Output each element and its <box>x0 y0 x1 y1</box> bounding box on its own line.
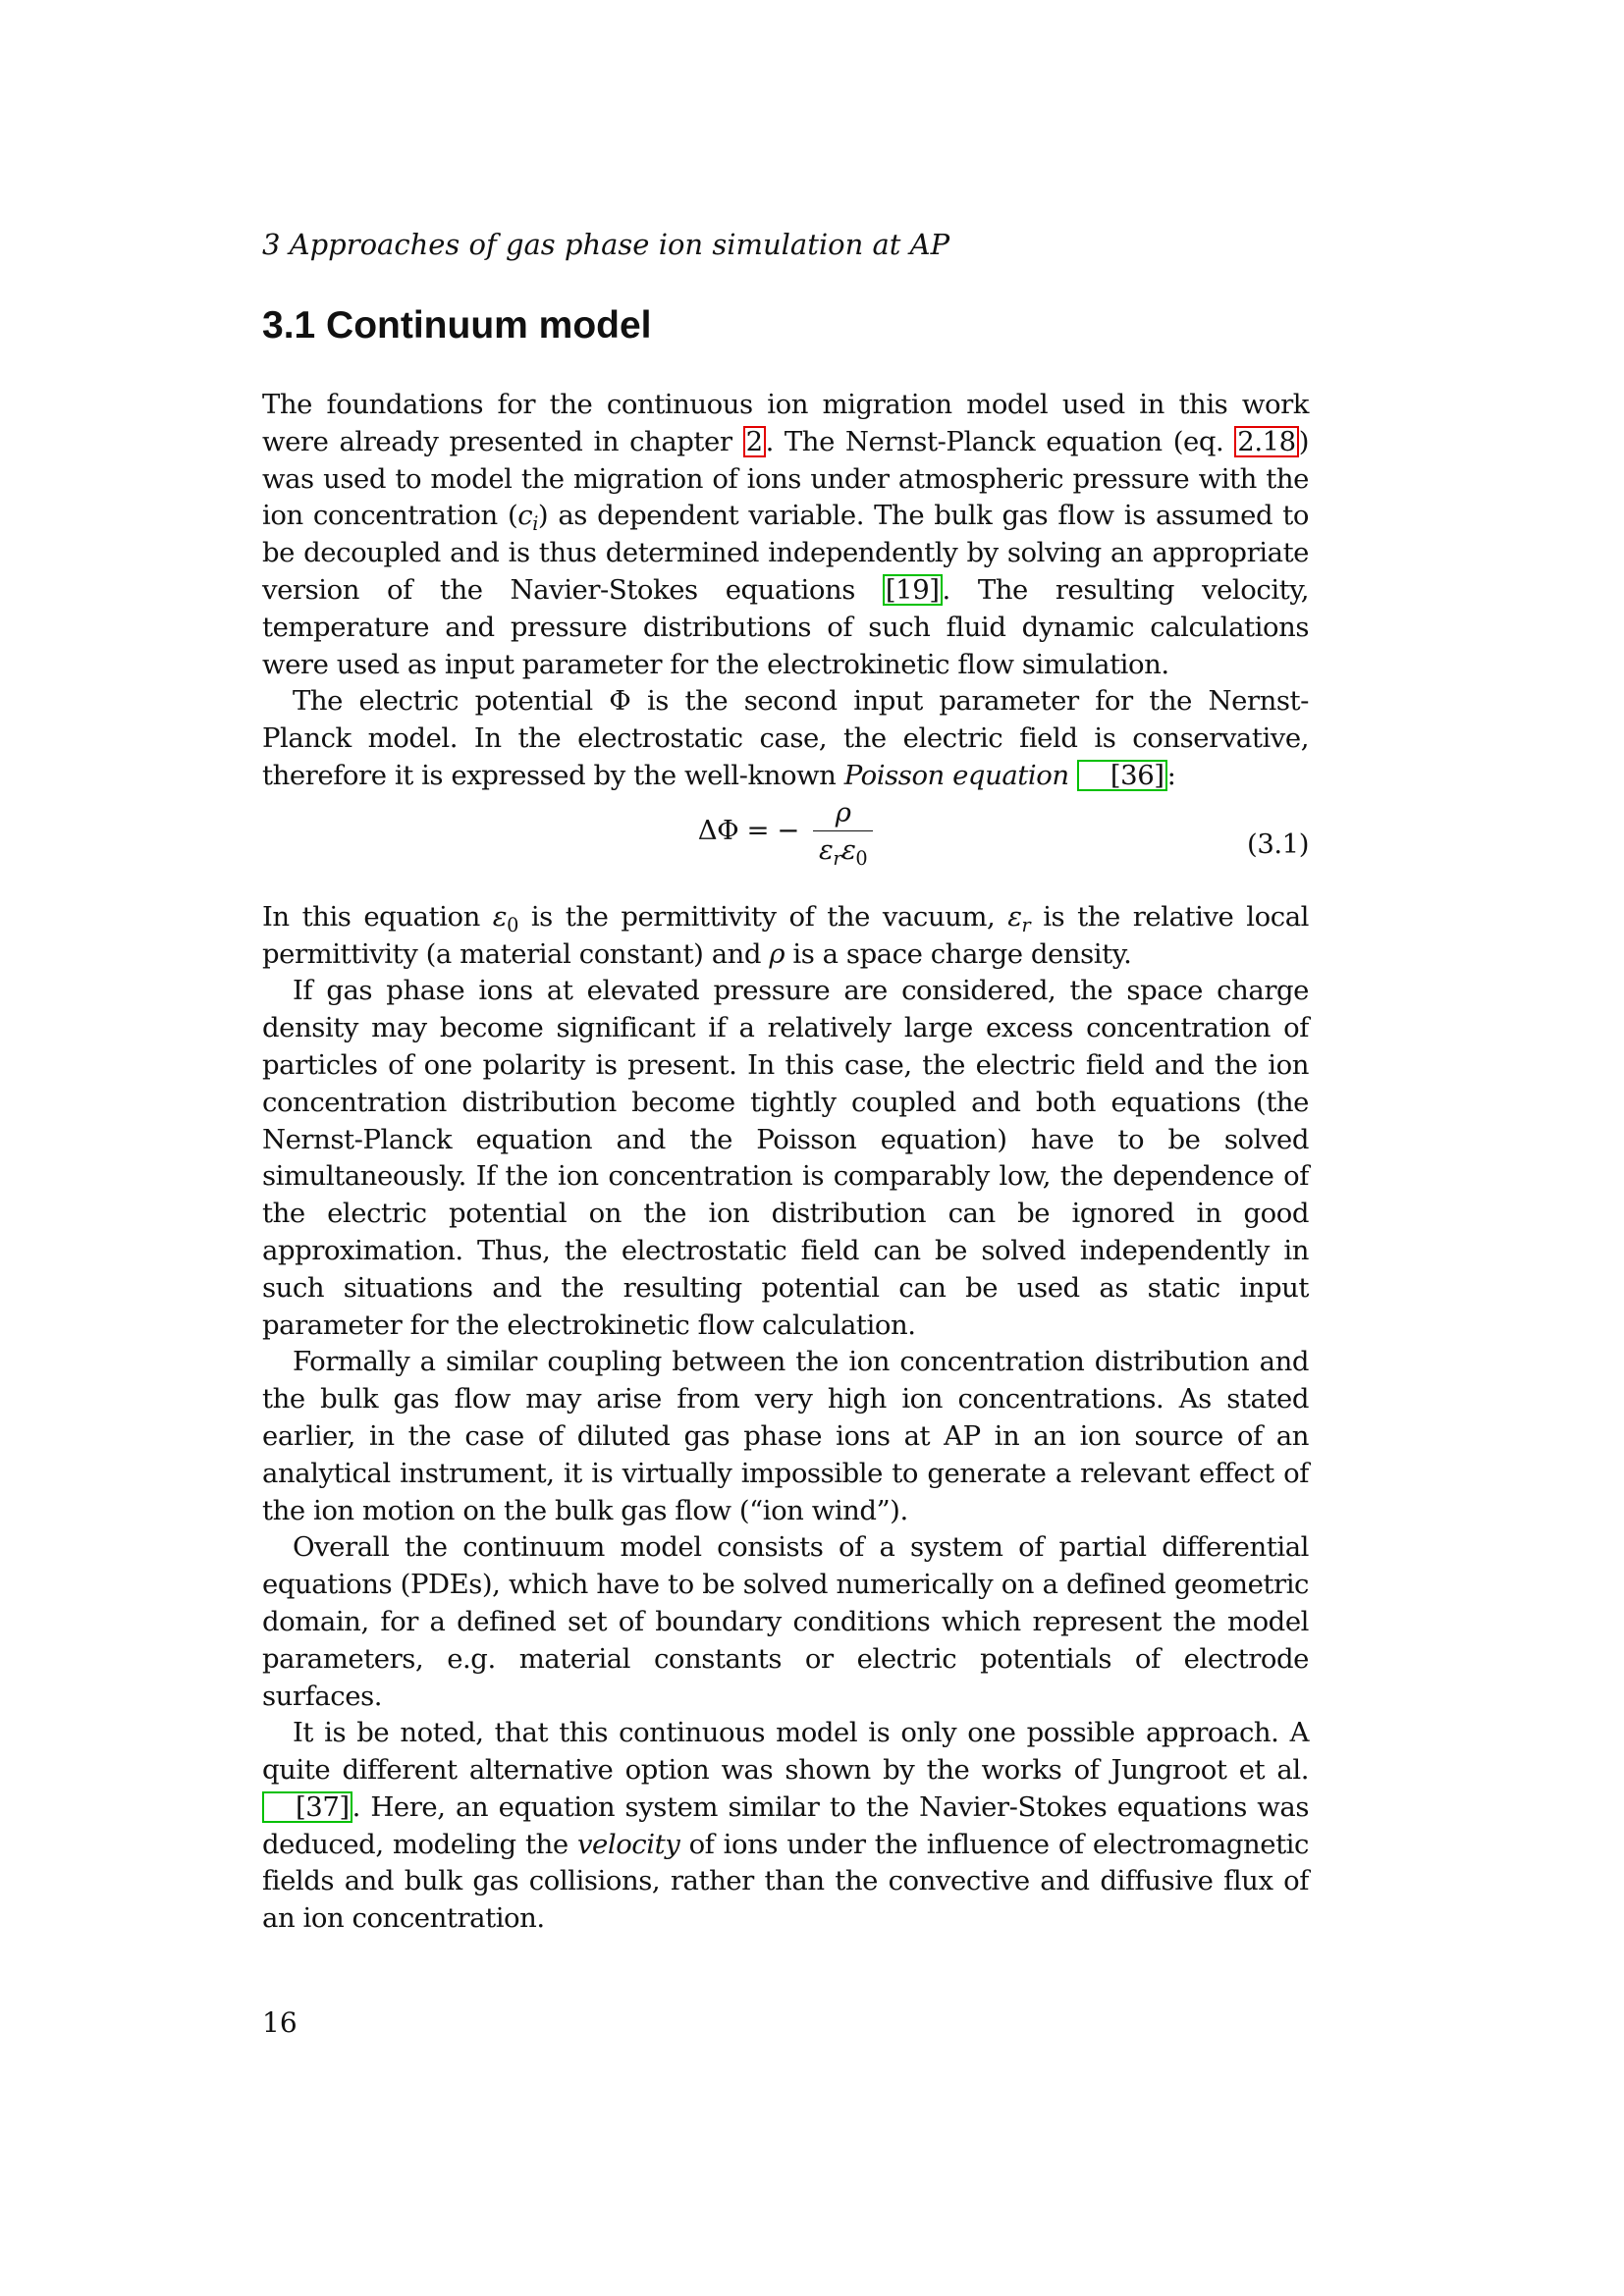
paragraph-2: The electric potential Φ is the second input parameter for the Nernst-Planck model. In the electrostatic case, the electric field is conservative, therefore it is expressed by the well-known Poisson equation [36] : <box>262 685 1309 791</box>
var-c: c <box>517 500 533 532</box>
equation-number: (3.1) <box>1247 828 1309 860</box>
citation-link[interactable]: [19] <box>883 574 943 606</box>
paragraph-1: The foundations for the continuous ion migration model used in this work were already presented in chapter 2 . The Nernst-Planck equation (eq. 2.18 ) was used to model the migration of ions under atmospheric pressure with the ion concentration $(c_i)$ as dependent variable. The bulk gas flow is assumed to be decoupled and is thus determined independently by solving an appropriate version of the Navier-Stokes equations [19] . The resulting velocity, temperature and pressure distributions of such fluid dynamic calculations were used as input parameter for the electrokinetic flow simulation. <box>262 389 1309 680</box>
fraction <box>813 795 873 869</box>
equation-lhs: ΔΦ = − <box>697 815 800 847</box>
fraction-numerator: ρ <box>835 796 851 828</box>
emphasis: Poisson equation <box>843 759 1069 791</box>
citation-link[interactable]: [37] <box>262 1791 352 1823</box>
running-head: 3 Approaches of gas phase ion simulation at AP <box>262 228 950 261</box>
equation-3-1 <box>262 795 1309 899</box>
paragraph-5: Formally a similar coupling between the ion concentration distribution and the bulk gas flow may arise from very high ion concentrations. As stated earlier, in the case of diluted gas phase ions at AP in an ion source of an analytical instrument, it is virtually impossible to generate a relevant effect of the ion motion on the bulk gas flow (“ion wind”). <box>262 1346 1309 1526</box>
emphasis: velocity <box>576 1828 680 1860</box>
citation-link[interactable]: [36] <box>1077 760 1167 791</box>
section-body <box>262 387 1309 1938</box>
paragraph-6: Overall the continuum model consists of a system of partial differential equations (PDEs), which have to be solved numerically on a defined geometric domain, for a defined set of boundary conditions which represent the model parameters, e.g. material constants or electric potentials of electrode surfaces. <box>262 1531 1309 1712</box>
equation-link[interactable]: 2.18 <box>1234 426 1298 457</box>
page-number: 16 <box>262 2006 298 2039</box>
paragraph-4: If gas phase ions at elevated pressure are considered, the space charge density may become significant if a relatively large excess concentration of particles of one polarity is present. In this case, the electric field and the ion concentration distribution become tightly coupled and both equations (the Nernst-Planck equation and the Poisson equation) have to be solved simultaneously. If the ion concentration is comparably low, the dependence of the electric potential on the ion distribution can be ignored in good approximation. Thus, the electrostatic field can be solved independently in such situations and the resulting potential can be used as static input parameter for the electrokinetic flow calculation. <box>262 975 1309 1341</box>
section-title: 3.1 Continuum model <box>262 304 652 347</box>
chapter-link[interactable]: 2 <box>743 426 766 457</box>
paragraph-3: In this equation $\varepsilon_0$ is the permittivity of the vacuum, $\varepsilon_r$ is the relative local permittivity (a material constant) and ρ is a space charge density. <box>262 900 1309 970</box>
fraction-denominator: $\varepsilon_r\varepsilon_0$ <box>819 833 868 870</box>
paragraph-7: It is be noted, that this continuous model is only one possible approach. A quite different alternative option was shown by the works of Jungroot et al. [37] . Here, an equation system similar to the Navier-Stokes equations was deduced, modeling the velocity of ions under the influence of electromagnetic fields and bulk gas collisions, rather than the convective and diffusive flux of an ion concentration. <box>262 1717 1309 1935</box>
